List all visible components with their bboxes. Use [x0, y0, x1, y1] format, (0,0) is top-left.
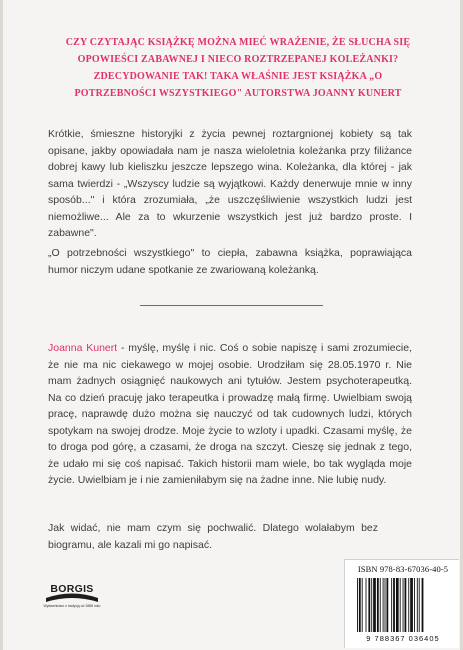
author-bio-text: - myślę, myślę i nic. Coś o sobie napiszę i sami zrozumiecie, że nie ma nic ciekawego w mojej osobie. Urodziłam się 28.05.1970 r. Nie mam żadnych osiągnięć naukowych ani tytułów. Jestem psychoterapeutką. Na co dzień pracuję jako terapeutka i prowadzę małą firmę. Uwielbiam swoją pracę, naprawdę dużo można się nauczyć od tak cudownych ludzi, których spotykam na swojej drodze. Moje życie to wzloty i upadki. Czasami myślę, że to droga pod górę, a czasami, że droga na szczyt. Cieszę się jednak z tego, że udało mi się coś napisać. Takich historii mam wiele, bo tak wygląda moje życie. Uwielbiam je i nie zamieniłabym się na żadne inne. Nie lubię nudy. [48, 342, 412, 486]
barcode [355, 578, 451, 632]
publisher-logo [32, 576, 112, 612]
isbn-barcode [344, 559, 459, 648]
spine-edge-left [0, 0, 3, 650]
section-divider [140, 305, 323, 306]
barcode-digits: 9 788367 036405 [366, 634, 440, 643]
back-cover-headline: CZY CZYTAJĄC KSIĄŻKĘ MOŻNA MIEĆ WRAŻENIE, ŻE SŁUCHA SIĘ OPOWIEŚCI ZABAWNEJ I NIECO ROZTRZEPANEJ KOLEŻANKI? ZDECYDOWANIE TAK! TAKA WŁAŚNIE JEST KSIĄŻKA „O POTRZEBNOŚCI WSZYSTKIEGO" AUTORSTWA JOANNY KUNERT [65, 37, 411, 99]
blurb-paragraph: Krótkie, śmieszne historyjki z życia pewnej roztargnionej kobiety są tak opisane, jakby opowiadała nam je nasza wieloletnia koleżanka przy filiżance dobrej kawy lub kieliszku jeszcze lepszego wina. Koleżanka, dla której - jak sama twierdzi - „Wszyscy ludzie są wyjątkowi. Każdy denerwuje mnie w inny sposób..." i która zrozumiała, „że uszczęśliwienie wszystkich ludzi jest niemożliwe... Ale za to wkurzenie wszystkich jest już bardzo proste. I zabawne". [48, 128, 412, 239]
publisher-tagline: Wydawnictwo z tradycją od 1888 roku [43, 604, 101, 608]
publisher-name: BORGIS [50, 583, 94, 595]
author-bio-closing: Jak widać, nie mam czym się pochwalić. Dlatego wolałabym bez biogramu, ale kazali mi go napisać. [48, 522, 378, 551]
author-bio [48, 340, 412, 489]
blurb-summary: „O potrzebności wszystkiego" to ciepła, zabawna książka, poprawiająca humor niczym udane spotkanie ze zwariowaną koleżanką. [48, 247, 412, 276]
isbn-number: ISBN 978-83-67036-40-5 [357, 564, 449, 574]
author-name: Joanna Kunert [48, 342, 118, 354]
